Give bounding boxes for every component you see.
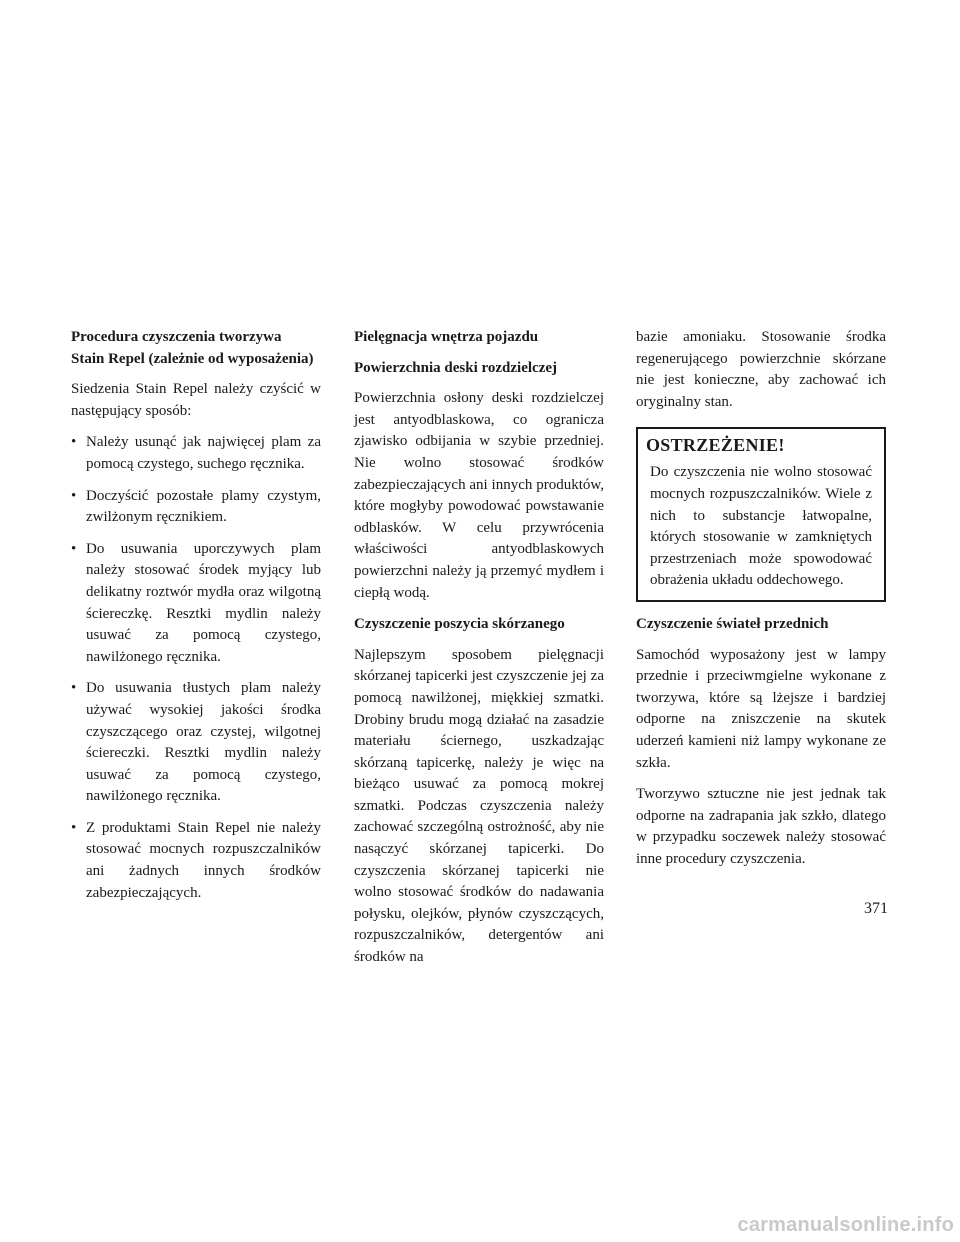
heading-line-2: Stain Repel (zależnie od wyposażenia) <box>71 350 314 367</box>
watermark: carmanualsonline.info <box>737 1214 954 1237</box>
warning-title: OSTRZEŻENIE! <box>646 435 785 456</box>
section-heading-stain-repel <box>71 327 321 370</box>
list-item: • Do usuwania tłustych plam należy używać wysokiej jakości środka czyszczącego oraz czystej, wilgotnej ściereczki. Resztki mydlin należy usuwać za pomocą czystego, nawilżonego ręcznika. <box>71 678 321 808</box>
headlights-paragraph-1: Samochód wyposażony jest w lampy przednie i przeciwmgielne wykonane z tworzywa, które są lżejsze i bardziej odporne na zniszczenie na skutek uderzeń kamieni niż lampy wykonane ze szkła. <box>636 646 886 771</box>
subheading-leather: Czyszczenie poszycia skórzanego <box>354 616 565 633</box>
column-left <box>71 327 321 914</box>
column-middle <box>354 327 604 979</box>
headlights-paragraph-2: Tworzywo sztuczne nie jest jednak tak odporne na zadrapania jak szkło, dlatego w przypadku soczewek należy stosować inne procedury czyszczenia. <box>636 786 886 867</box>
intro-paragraph: Siedzenia Stain Repel należy czyścić w następujący sposób: <box>71 381 321 419</box>
dashboard-paragraph: Powierzchnia osłony deski rozdzielczej jest antyodblaskowa, co ogranicza zjawisko odbijania w szybie przedniej. Nie wolno stosować środków zabezpieczających ani innych produktów, które mogłyby powodować powstawanie odblasków. W celu przywrócenia właściwości antyodblaskowych powierzchni należy ją przemyć mydłem i ciepłą wodą. <box>354 390 604 601</box>
list-item: • Z produktami Stain Repel nie należy stosować mocnych rozpuszczalników ani żadnych innych środków zabezpieczających. <box>71 818 321 904</box>
heading-line-1: Procedura czyszczenia tworzywa <box>71 329 282 345</box>
column-right <box>636 327 886 880</box>
continuation-paragraph: bazie amoniaku. Stosowanie środka regenerującego powierzchnie skórzane nie jest konieczne, aby zachować ich oryginalny stan. <box>636 329 886 410</box>
page-number: 371 <box>864 900 888 917</box>
list-item: • Należy usunąć jak najwięcej plam za pomocą czystego, suchego ręcznika. <box>71 432 321 475</box>
subheading-headlights: Czyszczenie świateł przednich <box>636 615 829 632</box>
leather-paragraph: Najlepszym sposobem pielęgnacji skórzanej tapicerki jest czyszczenie jej za pomocą nawilżonej, miękkiej szmatki. Drobiny brudu mogą działać na zasadzie materiału ściernego, uszkadzając skórzaną tapicerkę, należy je więc na bieżąco usuwać za pomocą mokrej szmatki. Podczas czyszczenia należy zachować szczególną ostrożność, aby nie nasączyć skórzanej tapicerki. Do czyszczenia skórzanej tapicerki nie wolno stosować środków do nadawania połysku, olejków, płynów czyszczących, rozpuszczalników, detergentów ani środków na <box>354 646 604 966</box>
list-item: • Doczyścić pozostałe plamy czystym, zwilżonym ręcznikiem. <box>71 486 321 529</box>
subheading-dashboard: Powierzchnia deski rozdzielczej <box>354 359 557 376</box>
warning-text: Do czyszczenia nie wolno stosować mocnych rozpuszczalników. Wiele z nich to substancje łatwopalne, których stosowanie w zamkniętych przestrzeniach może spowodować obrażenia układu oddechowego. <box>650 464 872 589</box>
list-item: • Do usuwania uporczywych plam należy stosować środek myjący lub delikatny roztwór mydła oraz wilgotną ściereczkę. Resztki mydlin należy usuwać za pomocą czystego, nawilżonego ręcznika. <box>71 539 321 669</box>
cleaning-steps-list <box>71 432 321 904</box>
warning-box <box>636 427 886 602</box>
section-heading-interior-care: Pielęgnacja wnętrza pojazdu <box>354 329 539 345</box>
